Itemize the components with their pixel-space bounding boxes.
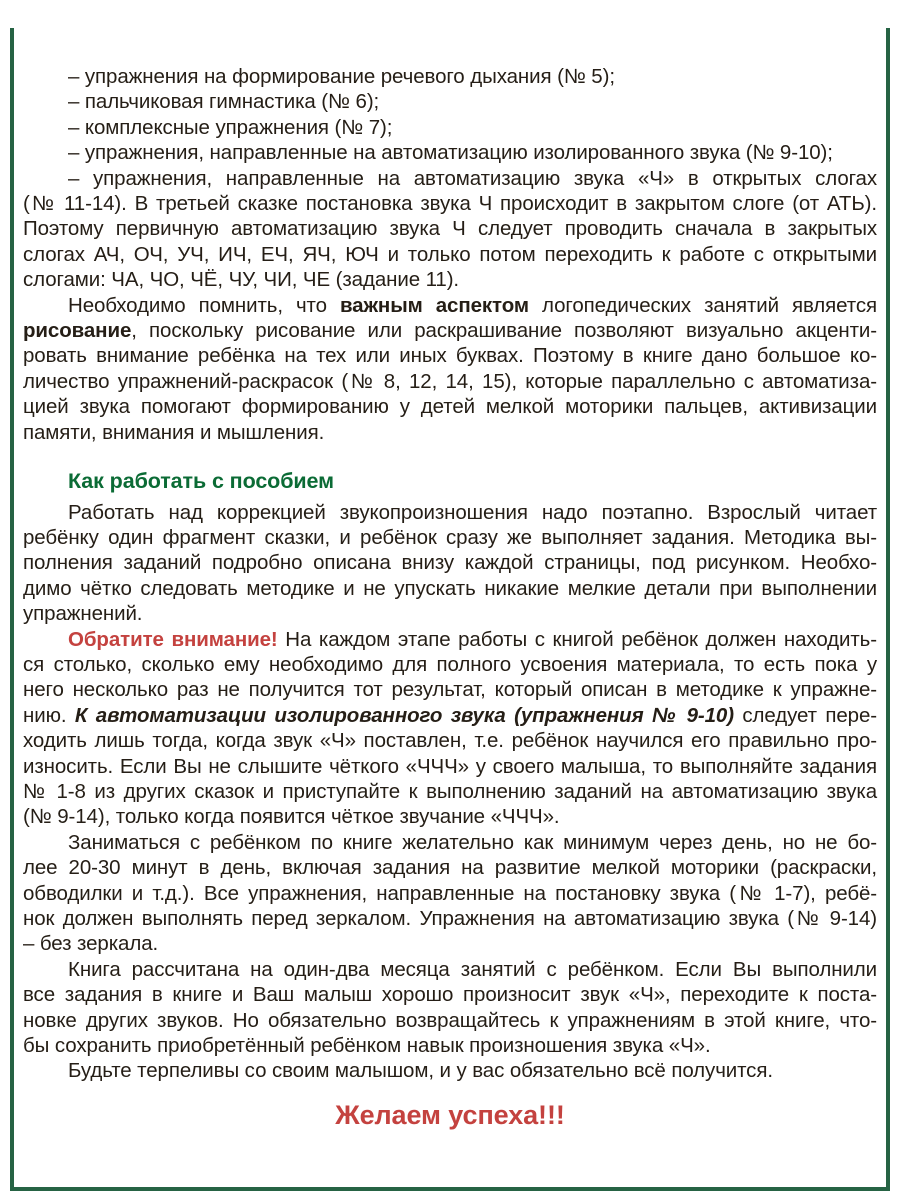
text-line: обводилки и т.д.). Все упражнения, направленные на постановку звука (№ 1-7), ребё-	[23, 881, 877, 905]
text-line: Обратите внимание! На каждом этапе работы с книгой ребёнок должен находить-	[68, 627, 877, 651]
text-line: димо чётко следовать методике и не упускать никакие мелкие детали при выполнении	[23, 576, 877, 600]
text-line: нок должен выполнять перед зеркалом. Упражнения на автоматизацию звука (№ 9-14)	[23, 907, 877, 930]
text-line: № 1-8 из других сказок и приступайте к выполнению заданий на автоматизацию звука	[23, 779, 877, 803]
text-line: бы сохранить приобретённый ребёнком навык произношения звука «Ч».	[23, 1034, 711, 1058]
text-block	[23, 64, 877, 1132]
text-line: полнения заданий подробно описана внизу каждой страницы, под рисунком. Необхо-	[23, 551, 877, 575]
text-line: – пальчиковая гимнастика (№ 6);	[68, 90, 380, 114]
text-line: – упражнения на формирование речевого дыхания (№ 5);	[68, 65, 615, 88]
emphasis-text: рисование	[23, 319, 132, 343]
text-line: цией звука помогают формированию у детей мелкой моторики пальцев, активизации	[23, 395, 877, 419]
text-line: Будьте терпеливы со своим малышом, и у вас обязательно всё получится.	[68, 1059, 773, 1083]
text-line: – без зеркала.	[23, 932, 159, 956]
text-line: лее 20-30 минут в день, включая задания на развитие мелкой моторики (раскраски,	[23, 856, 877, 880]
heading-text: Как работать с пособием	[68, 469, 334, 494]
text-line: слогах АЧ, ОЧ, УЧ, ИЧ, ЕЧ, ЯЧ, ЮЧ и только потом переходить к работе с открытыми	[23, 242, 877, 266]
closing-text: Желаем успеха!!!	[335, 1099, 565, 1130]
attention-label: Обратите внимание!	[68, 627, 278, 651]
text-line: ровать внимание ребёнка на тех или иных буквах. Поэтому в книге дано большое ко-	[23, 344, 877, 368]
text-line: ребёнку один фрагмент сказки, и ребёнок сразу же выполняет задания. Методика вы-	[23, 525, 877, 549]
text-line: ся столько, сколько ему необходимо для полного усвоения материала, то есть пока у	[23, 652, 877, 676]
text-line: – упражнения, направленные на автоматизацию изолированного звука (№ 9-10);	[68, 141, 833, 165]
text-line: Необходимо помнить, что важным аспектом логопедических занятий является	[68, 293, 877, 317]
text-line: – комплексные упражнения (№ 7);	[68, 115, 393, 139]
emphasis-italic-text: К автоматизации изолированного звука (упражнения № 9-10)	[74, 703, 734, 727]
text-line: рисование, поскольку рисование или раскрашивание позволяют визуально акценти-	[23, 319, 877, 343]
text-line: слогами: ЧА, ЧО, ЧЁ, ЧУ, ЧИ, ЧЕ (задание 11).	[23, 268, 460, 292]
text-line: нию. К автоматизации изолированного звука (упражнения № 9-10) следует пере-	[23, 703, 877, 727]
text-line: (№ 9-14), только когда появится чёткое звучание «ЧЧЧ».	[23, 805, 560, 829]
text-line: износить. Если Вы не слышите чёткого «ЧЧЧ» у своего малыша, то выполняйте задания	[23, 754, 877, 778]
section-heading	[23, 469, 877, 494]
text-line: Заниматься с ребёнком по книге желательно как минимум через день, но не бо-	[68, 830, 877, 854]
closing-message	[23, 1098, 877, 1132]
text-line: ходить лишь тогда, когда звук «Ч» поставлен, т.е. ребёнок научился его правильно про-	[23, 729, 877, 753]
text-line: Книга рассчитана на один-два месяца занятий с ребёнком. Если Вы выполнили	[68, 957, 877, 981]
text-line: памяти, внимания и мышления.	[23, 420, 325, 444]
text-line: новке других звуков. Но обязательно возвращайтесь к упражнениям в этой книге, что-	[23, 1008, 877, 1032]
text-line: личество упражнений-раскрасок (№ 8, 12, 14, 15), которые параллельно с автоматиза-	[23, 369, 877, 393]
text-line: него несколько раз не получится тот результат, который описан в методике к упражне-	[23, 678, 877, 702]
text-line: (№ 11-14). В третьей сказке постановка звука Ч происходит в закрытом слоге (от АТЬ).	[23, 192, 877, 216]
text-line: все задания в книге и Ваш малыш хорошо произносит звук «Ч», переходите к поста-	[23, 983, 877, 1007]
text-line: Работать над коррекцией звукопроизношения надо поэтапно. Взрослый читает	[68, 500, 877, 524]
text-line: – упражнения, направленные на автоматизацию звука «Ч» в открытых слогах	[68, 166, 877, 190]
text-line: упражнений.	[23, 602, 143, 626]
text-line: Поэтому первичную автоматизацию звука Ч следует проводить сначала в закрытых	[23, 217, 877, 241]
emphasis-text: важным аспектом	[339, 293, 529, 317]
